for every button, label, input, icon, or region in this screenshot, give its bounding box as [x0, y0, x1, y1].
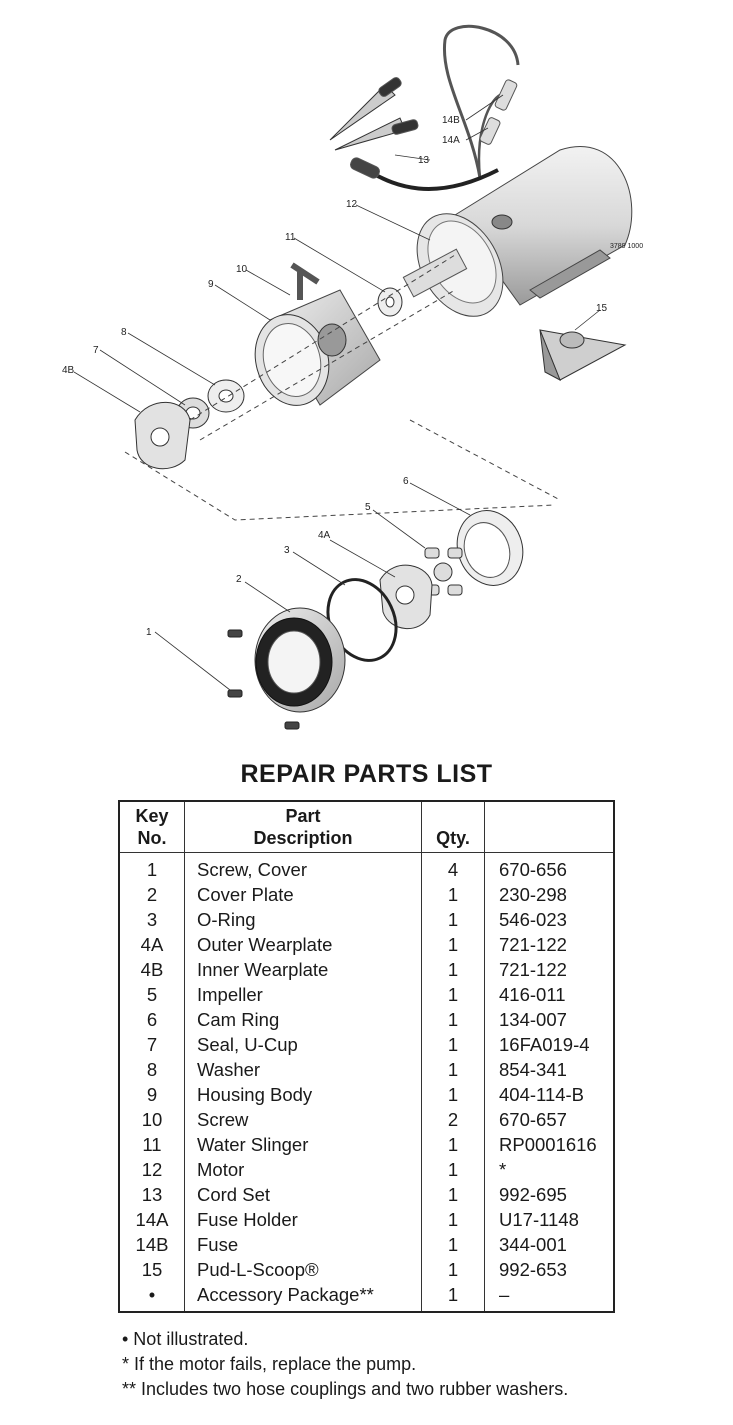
callout-8: 8	[121, 327, 127, 338]
cell-key: 11	[119, 1132, 185, 1157]
table-body	[119, 853, 614, 1313]
cell-key: 10	[119, 1107, 185, 1132]
cell-qty: 1	[422, 1157, 485, 1182]
footnote-accessory: ** Includes two hose couplings and two rubber washers.	[122, 1379, 569, 1399]
cell-key: 3	[119, 907, 185, 932]
table-header-row	[119, 801, 614, 853]
cell-qty: 1	[422, 1032, 485, 1057]
cell-key: 5	[119, 982, 185, 1007]
table-row	[119, 1057, 614, 1082]
cell-qty: 1	[422, 982, 485, 1007]
footnote-not-illustrated: • Not illustrated.	[122, 1329, 249, 1349]
table-row	[119, 1282, 614, 1312]
cell-part-number: U17-1148	[485, 1207, 615, 1232]
cell-key: 14B	[119, 1232, 185, 1257]
table-row	[119, 882, 614, 907]
callout-11: 11	[285, 232, 296, 243]
cell-description: Fuse Holder	[185, 1207, 422, 1232]
table-row	[119, 853, 614, 883]
cell-key: 6	[119, 1007, 185, 1032]
cell-part-number: 721-122	[485, 957, 615, 982]
cell-part-number: 416-011	[485, 982, 615, 1007]
header-desc-line1: Part	[285, 806, 321, 826]
cell-part-number: 16FA019-4	[485, 1032, 615, 1057]
cell-description: Fuse	[185, 1232, 422, 1257]
callout-4b: 4B	[62, 365, 75, 376]
header-part-description	[185, 801, 422, 853]
cell-key: 14A	[119, 1207, 185, 1232]
cell-qty: 1	[422, 1282, 485, 1312]
figure-code: 3789 1000	[610, 243, 644, 250]
cell-qty: 1	[422, 1257, 485, 1282]
cell-part-number: –	[485, 1282, 615, 1312]
table-row	[119, 907, 614, 932]
cell-key: 4A	[119, 932, 185, 957]
cell-description: Cord Set	[185, 1182, 422, 1207]
cell-part-number: 854-341	[485, 1057, 615, 1082]
callout-4a: 4A	[318, 530, 331, 541]
pud-l-scoop-illustration	[540, 330, 625, 380]
header-key-line2: No.	[137, 828, 167, 848]
cell-part-number: RP0001616	[485, 1132, 615, 1157]
cell-qty: 1	[422, 1182, 485, 1207]
cell-qty: 1	[422, 1007, 485, 1032]
cell-qty: 1	[422, 1207, 485, 1232]
cell-key: 15	[119, 1257, 185, 1282]
cell-description: Screw	[185, 1107, 422, 1132]
table-row	[119, 957, 614, 982]
cell-description: Housing Body	[185, 1082, 422, 1107]
callout-5: 5	[365, 502, 371, 513]
cell-qty: 1	[422, 1082, 485, 1107]
callout-14a: 14A	[442, 135, 460, 146]
cell-description: Impeller	[185, 982, 422, 1007]
header-qty: Qty.	[422, 801, 485, 853]
cell-qty: 2	[422, 1107, 485, 1132]
footnote-motor: * If the motor fails, replace the pump.	[122, 1354, 417, 1374]
cell-qty: 1	[422, 1057, 485, 1082]
cell-description: Cover Plate	[185, 882, 422, 907]
cell-qty: 1	[422, 1132, 485, 1157]
cell-key: 9	[119, 1082, 185, 1107]
cell-part-number: 134-007	[485, 1007, 615, 1032]
cell-key: 13	[119, 1182, 185, 1207]
table-row	[119, 1107, 614, 1132]
cell-part-number: 404-114-B	[485, 1082, 615, 1107]
cell-qty: 1	[422, 882, 485, 907]
footnotes	[122, 1327, 568, 1402]
cell-key: 4B	[119, 957, 185, 982]
cell-qty: 1	[422, 957, 485, 982]
callout-14b: 14B	[442, 115, 460, 126]
table-row	[119, 1082, 614, 1107]
cell-description: Cam Ring	[185, 1007, 422, 1032]
header-key-no	[119, 801, 185, 853]
table-row	[119, 1007, 614, 1032]
cell-qty: 4	[422, 853, 485, 883]
cell-part-number: 230-298	[485, 882, 615, 907]
callout-7: 7	[93, 345, 99, 356]
callout-1: 1	[146, 627, 152, 638]
table-row	[119, 1157, 614, 1182]
header-desc-line2: Description	[253, 828, 353, 848]
header-key-line1: Key	[135, 806, 169, 826]
table-row	[119, 982, 614, 1007]
cell-key: 12	[119, 1157, 185, 1182]
cell-description: Inner Wearplate	[185, 957, 422, 982]
table-row	[119, 1207, 614, 1232]
cell-description: Outer Wearplate	[185, 932, 422, 957]
table-row	[119, 1132, 614, 1157]
cell-qty: 1	[422, 932, 485, 957]
cell-description: O-Ring	[185, 907, 422, 932]
cell-part-number: 670-657	[485, 1107, 615, 1132]
table-row	[119, 1032, 614, 1057]
cell-key: 8	[119, 1057, 185, 1082]
outer-wearplate-illustration	[380, 565, 432, 628]
cell-key: 2	[119, 882, 185, 907]
callout-10: 10	[236, 264, 248, 275]
cover-plate-illustration	[255, 608, 345, 712]
cell-part-number: 721-122	[485, 932, 615, 957]
header-part-number	[485, 801, 615, 853]
callout-6: 6	[403, 476, 409, 487]
table-row	[119, 1232, 614, 1257]
cell-key: 1	[119, 853, 185, 883]
cell-part-number: 670-656	[485, 853, 615, 883]
callout-15: 15	[596, 303, 608, 314]
cell-part-number: 546-023	[485, 907, 615, 932]
table-row	[119, 1257, 614, 1282]
cell-qty: 1	[422, 1232, 485, 1257]
cell-part-number: *	[485, 1157, 615, 1182]
table-row	[119, 1182, 614, 1207]
callout-12: 12	[346, 199, 358, 210]
housing-body-illustration	[245, 265, 380, 414]
cell-part-number: 992-695	[485, 1182, 615, 1207]
cell-description: Motor	[185, 1157, 422, 1182]
cell-description: Screw, Cover	[185, 853, 422, 883]
cell-key: •	[119, 1282, 185, 1312]
callout-13: 13	[418, 155, 430, 166]
cell-description: Seal, U-Cup	[185, 1032, 422, 1057]
cell-description: Accessory Package**	[185, 1282, 422, 1312]
cell-description: Pud-L-Scoop®	[185, 1257, 422, 1282]
callout-9: 9	[208, 279, 214, 290]
table-row	[119, 932, 614, 957]
callout-3: 3	[284, 545, 290, 556]
cell-description: Washer	[185, 1057, 422, 1082]
cell-description: Water Slinger	[185, 1132, 422, 1157]
cell-part-number: 344-001	[485, 1232, 615, 1257]
page-title: REPAIR PARTS LIST	[240, 760, 493, 788]
cell-part-number: 992-653	[485, 1257, 615, 1282]
callout-2: 2	[236, 574, 242, 585]
cell-qty: 1	[422, 907, 485, 932]
cell-key: 7	[119, 1032, 185, 1057]
repair-parts-table	[118, 800, 615, 1313]
